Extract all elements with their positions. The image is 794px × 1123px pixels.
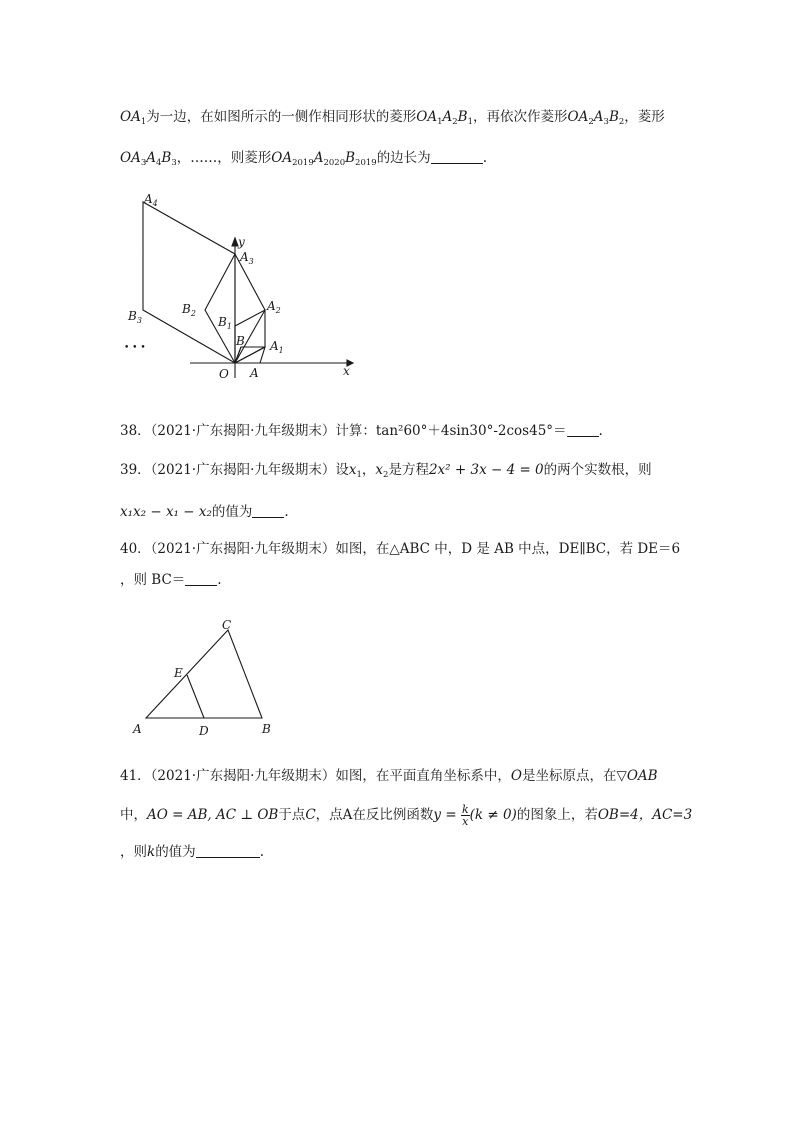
q37-text: ，……，则菱形 bbox=[176, 150, 272, 166]
label-b3: $B_3$ bbox=[128, 309, 142, 325]
label-a4: $A_4$ bbox=[144, 192, 158, 208]
q41-condition: AO = AB, AC ⊥ OB bbox=[147, 807, 279, 823]
q37-text: 为一边，在如图所示的一侧作相同形状的菱形 bbox=[146, 109, 417, 125]
answer-blank[interactable] bbox=[431, 150, 483, 164]
ellipsis-dots: • • • bbox=[124, 343, 146, 353]
answer-blank[interactable] bbox=[185, 572, 217, 586]
label-o: O bbox=[219, 367, 229, 381]
q41-line3: ，则k的值为 . bbox=[120, 844, 264, 860]
q39-line1: 39．（2021·广东揭阳·九年级期末）设$x_1$，$x_2$是方程2x² + 3x − 4 = 0的两个实数根，则 bbox=[120, 462, 652, 480]
label-b: B bbox=[262, 722, 271, 736]
q37-math-rhombus1: $OA_1A_2B_1$ bbox=[416, 109, 474, 127]
q37-line2: $OA_3A_4B_3$，……，则菱形$OA_{2019}A_{2020}B_{2019}$的边长为 . bbox=[120, 150, 487, 168]
answer-blank[interactable] bbox=[196, 844, 260, 858]
q39-x1: $x_1$ bbox=[348, 462, 362, 480]
rhombus-figure bbox=[115, 188, 365, 388]
label-d: D bbox=[199, 724, 209, 738]
label-a1: $A_1$ bbox=[270, 339, 284, 355]
label-a3: $A_3$ bbox=[240, 250, 254, 266]
q41-function: y = $\frac{k}{x}$ (k ≠ 0) bbox=[433, 803, 517, 828]
label-a: A bbox=[250, 366, 259, 380]
q37-line1 bbox=[120, 108, 665, 131]
q39-x2: $x_2$ bbox=[375, 462, 389, 480]
label-b1: $B_1$ bbox=[218, 315, 232, 331]
answer-blank[interactable] bbox=[567, 423, 599, 437]
label-x: x bbox=[343, 364, 350, 378]
q37-text: 的边长为 bbox=[376, 150, 431, 166]
q38: 38．（2021·广东揭阳·九年级期末）计算：tan²60°＋4sin30°-2cos45°＝ . bbox=[120, 423, 603, 439]
q37-math-rhombus2019: $OA_{2019}A_{2020}B_{2019}$ bbox=[271, 150, 377, 168]
label-e: E bbox=[174, 666, 183, 680]
q37-math-oa1: $OA_1$ bbox=[120, 109, 147, 127]
triangle-abc bbox=[146, 630, 262, 718]
q38-text: 38．（2021·广东揭阳·九年级期末）计算：tan²60°＋4sin30°-2cos45°＝ bbox=[120, 423, 567, 439]
label-a: A bbox=[133, 722, 142, 736]
label-y: y bbox=[238, 235, 245, 249]
q37-text: ，再依次作菱形 bbox=[473, 109, 568, 125]
q41-triangle: ▽OAB bbox=[616, 768, 658, 784]
label-a2: $A_2$ bbox=[267, 299, 281, 315]
q37-math-rhombus3: $OA_3A_4B_3$ bbox=[120, 150, 177, 168]
q41-values: OB=4，AC=3 bbox=[597, 807, 693, 823]
q41-line1: 41．（2021·广东揭阳·九年级期末）如图，在平面直角坐标系中，O是坐标原点，在▽OAB bbox=[120, 768, 658, 784]
q39-line2: x₁x₂ − x₁ − x₂的值为 . bbox=[120, 504, 289, 520]
segment-de bbox=[187, 675, 204, 718]
q40-line2: ，则 BC＝ . bbox=[120, 572, 222, 588]
label-b: B bbox=[236, 334, 245, 348]
q37-text: ，菱形 bbox=[624, 109, 665, 125]
answer-blank[interactable] bbox=[252, 504, 284, 518]
q39-equation: 2x² + 3x − 4 = 0 bbox=[428, 462, 544, 478]
q37-math-rhombus2: $OA_2A_3B_2$ bbox=[567, 109, 625, 127]
triangle-figure bbox=[128, 612, 288, 742]
label-b2: $B_2$ bbox=[182, 302, 196, 318]
q39-expression: x₁x₂ − x₁ − x₂ bbox=[120, 504, 212, 520]
q40-line1: 40．（2021·广东揭阳·九年级期末）如图，在△ABC 中，D 是 AB 中点，DE∥BC，若 DE＝6 bbox=[120, 541, 681, 557]
label-c: C bbox=[222, 618, 232, 632]
q41-line2: 中，AO = AB, AC ⊥ OB于点C，点A在反比例函数y = $\frac{k}{x}$ (k ≠ 0)的图象上，若OB=4，AC=3 bbox=[120, 803, 693, 828]
